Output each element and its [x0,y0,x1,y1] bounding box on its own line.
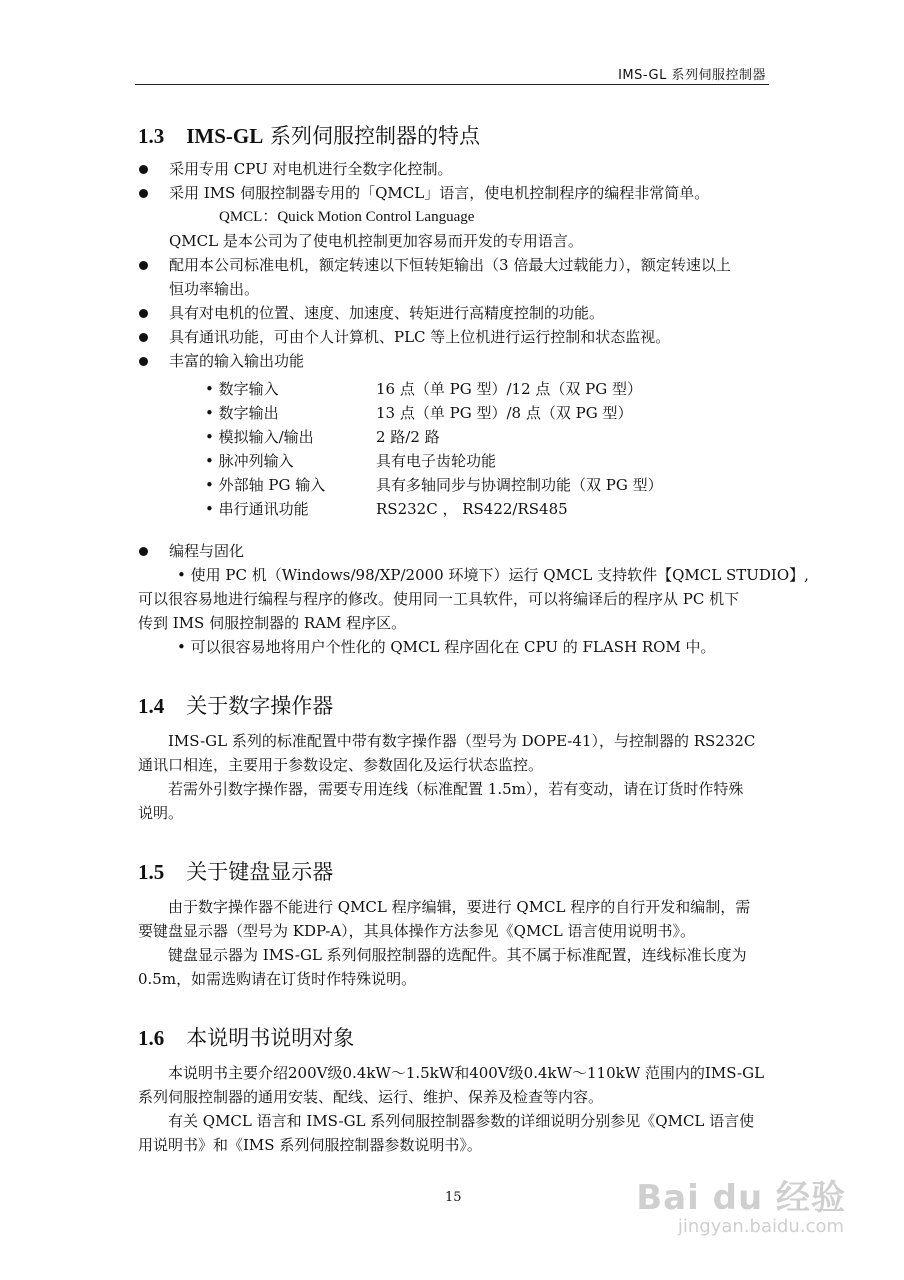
paragraph-line: IMS-GL 系列的标准配置中带有数字操作器（型号为 DOPE-41），与控制器的 RS232C [168,732,756,750]
section-1-6-title [138,1022,354,1052]
section-number: 1.3 [138,124,165,148]
section-1-4-title [138,690,333,720]
feature-line: 丰富的输入输出功能 [169,352,305,370]
io-feature-value: 2 路/2 路 [376,428,440,446]
feature-line: 采用 IMS 伺服控制器专用的「QMCL」语言，使电机控制程序的编程非常简单。 [169,184,710,202]
feature-line: 具有通讯功能，可由个人计算机、PLC 等上位机进行运行控制和状态监视。 [169,328,671,346]
section-number: 1.5 [138,860,165,884]
section-title-text: 本说明书说明对象 [186,1026,355,1050]
io-feature-label: • 串行通讯功能 [205,500,309,518]
section-number: 1.4 [138,694,165,718]
paragraph-line: 有关 QMCL 语言和 IMS-GL 系列伺服控制器参数的详细说明分别参见《QMCL 语言使 [168,1112,755,1130]
paragraph-line: 传到 IMS 伺服控制器的 RAM 程序区。 [138,614,407,632]
paragraph-line: 说明。 [138,804,184,822]
paragraph-line: 若需外引数字操作器，需要专用连线（标准配置 1.5m），若有变动，请在订货时作特殊 [168,780,744,798]
io-feature-value: RS232C ， RS422/RS485 [376,500,568,518]
bullet-icon [139,189,148,198]
section-title-bold: IMS-GL [186,124,264,148]
watermark-url: jingyan.baidu.com [677,1216,844,1237]
io-feature-label: • 数字输入 [205,380,279,398]
io-feature-label: • 模拟输入/输出 [205,428,314,446]
io-feature-value: 具有电子齿轮功能 [376,452,497,470]
feature-line: 配用本公司标准电机，额定转速以下恒转矩输出（3 倍最大过载能力），额定转速以上 [169,256,731,274]
bullet-icon [139,547,148,556]
bullet-icon [139,261,148,270]
feature-line: 编程与固化 [169,542,245,560]
bullet-icon [139,165,148,174]
bullet-icon [139,333,148,342]
io-feature-label: • 脉冲列输入 [205,452,294,470]
running-header: IMS-GL 系列伺服控制器 [618,68,766,83]
io-feature-value: 16 点（单 PG 型）/12 点（双 PG 型） [376,380,642,398]
qmcl-definition: QMCL：Quick Motion Control Language [219,209,475,225]
paragraph-line: 键盘显示器为 IMS-GL 系列伺服控制器的选配件。其不属于标准配置，连线标准长度为 [168,946,747,964]
bullet-icon [139,357,148,366]
io-feature-label: • 外部轴 PG 输入 [205,476,326,494]
paragraph-line: 0.5m，如需选购请在订货时作特殊说明。 [138,970,417,988]
qmcl-description: QMCL 是本公司为了使电机控制更加容易而开发的专用语言。 [169,232,583,250]
bullet-icon [139,309,148,318]
section-number: 1.6 [138,1026,165,1050]
paragraph-line: 系列伺服控制器的通用安装、配线、运行、维护、保养及检查等内容。 [138,1088,604,1106]
section-title-text: 关于数字操作器 [186,694,334,718]
baidu-watermark-logo: Bai du 经验 [636,1178,846,1218]
io-feature-label: • 数字输出 [205,404,279,422]
paragraph-line: 通讯口相连，主要用于参数设定、参数固化及运行状态监控。 [138,756,544,774]
section-1-3-title [138,120,480,150]
feature-line: 具有对电机的位置、速度、加速度、转矩进行高精度控制的功能。 [169,304,605,322]
paragraph-line: 可以很容易地进行编程与程序的修改。使用同一工具软件，可以将编译后的程序从 PC 机下 [138,590,740,608]
paragraph-line: 要键盘显示器（型号为 KDP-A），其具体操作方法参见《QMCL 语言使用说明书》。 [138,922,696,940]
section-1-5-title [138,856,333,886]
paragraph-line: 本说明书主要介绍200V级0.4kW～1.5kW和400V级0.4kW～110kW 范围内的IMS-GL [168,1064,765,1082]
paragraph-line: • 使用 PC 机（Windows/98/XP/2000 环境下）运行 QMCL 支持软件【QMCL STUDIO】, [177,566,809,584]
paragraph-line: • 可以很容易地将用户个性化的 QMCL 程序固化在 CPU 的 FLASH ROM 中。 [177,638,716,656]
header-rule [135,84,769,85]
section-title-text: 系列伺服控制器的特点 [263,124,480,148]
feature-line-cont: 恒功率输出。 [169,280,260,298]
feature-line: 采用专用 CPU 对电机进行全数字化控制。 [169,160,453,178]
paragraph-line: 用说明书》和《IMS 系列伺服控制器参数说明书》。 [138,1136,482,1154]
page-number: 15 [445,1190,462,1205]
io-feature-value: 具有多轴同步与协调控制功能（双 PG 型） [376,476,663,494]
section-title-text: 关于键盘显示器 [186,860,334,884]
io-feature-value: 13 点（单 PG 型）/8 点（双 PG 型） [376,404,633,422]
paragraph-line: 由于数字操作器不能进行 QMCL 程序编辑，要进行 QMCL 程序的自行开发和编制，需 [168,898,751,916]
